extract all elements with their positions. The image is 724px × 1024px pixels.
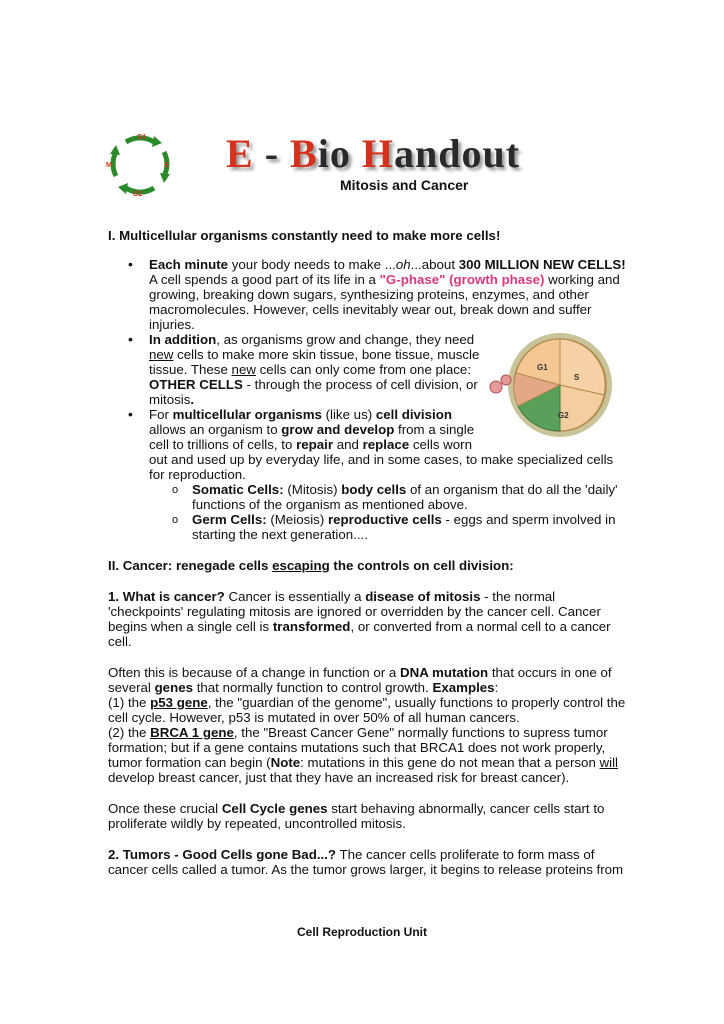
bullet-2-line-3: tissue. These new cells can only come from one place: — [149, 362, 472, 377]
bullet-dot: • — [128, 406, 133, 422]
logo-m-label: M — [106, 162, 112, 169]
bullet-dot: • — [128, 256, 133, 272]
bullet-1-line-1: Each minute your body needs to make ...oh...about 300 MILLION NEW CELLS! — [149, 257, 626, 272]
tumors-line-1: 2. Tumors - Good Cells gone Bad...? The cancer cells proliferate to form mass of — [108, 847, 595, 862]
bullet-1-line-4: macromolecules. However, cells inevitably wear out, break down and suffer — [149, 302, 592, 317]
mutation-line-1: Often this is because of a change in function or a DNA mutation that occurs in one of — [108, 665, 612, 680]
somatic-cells-line-2: functions of the organism as mentioned above. — [192, 497, 468, 512]
bullet-3-line-4: out and used up by everyday life, and in some cases, to make specialized cells — [149, 452, 614, 467]
section-1-heading: I. Multicellular organisms constantly need to make more cells! — [108, 228, 501, 243]
what-is-cancer-line-4: cell. — [108, 634, 132, 649]
wheel-g2-label: G2 — [558, 411, 569, 420]
mutation-line-4: cell cycle. However, p53 is mutated in over 50% of all human cancers. — [108, 710, 520, 725]
bullet-3-line-1: For multicellular organisms (like us) cell division — [149, 407, 452, 422]
page-footer: Cell Reproduction Unit — [297, 925, 427, 939]
bullet-3-line-2: allows an organism to grow and develop from a single — [149, 422, 475, 437]
e-bio-handout-banner: E - Bio Handout — [226, 131, 521, 176]
mutation-line-6: formation; but if a gene contains mutations such that BRCA1 does not work properly, — [108, 740, 606, 755]
mutation-line-2: several genes that normally function to control growth. Examples: — [108, 680, 499, 695]
bullet-1-line-5: injuries. — [149, 317, 195, 332]
bullet-dot: • — [128, 331, 133, 347]
bullet-2-line-1: In addition, as organisms grow and change, they need — [149, 332, 475, 347]
sub-bullet-marker: o — [172, 514, 179, 526]
bullet-2-line-2: new cells to make more skin tissue, bone tissue, muscle — [149, 347, 480, 362]
logo-g2-label: G2 — [133, 191, 143, 198]
germ-cells-line-1: Germ Cells: (Meiosis) reproductive cells - eggs and sperm involved in — [192, 512, 616, 527]
mutation-line-3: (1) the p53 gene, the "guardian of the genome", usually functions to properly control the — [108, 695, 626, 710]
section-2-heading: II. Cancer: renegade cells escaping the controls on cell division: — [108, 558, 514, 573]
logo-g1-label: G1 — [137, 134, 147, 141]
logo-s-label: S — [164, 162, 169, 169]
cell-cycle-wheel-diagram — [482, 330, 612, 440]
cell-cycle-genes-line-2: proliferate wildly by repeated, uncontrolled mitosis. — [108, 816, 406, 831]
what-is-cancer-line-1: 1. What is cancer? Cancer is essentially a disease of mitosis - the normal — [108, 589, 556, 604]
wheel-s-label: S — [574, 373, 580, 382]
bullet-1-line-2: A cell spends a good part of its life in a "G-phase" (growth phase) working and — [149, 272, 620, 287]
cell-cycle-logo — [104, 130, 176, 198]
mutation-line-5: (2) the BRCA 1 gene, the "Breast Cancer Gene" normally functions to supress tumor — [108, 725, 608, 740]
wheel-g1-label: G1 — [537, 363, 548, 372]
bullet-1-line-3: growing, breaking down sugars, synthesizing proteins, enzymes, and other — [149, 287, 589, 302]
what-is-cancer-line-2: 'checkpoints' regulating mitosis are ignored or overridden by the cancer cell. Cancer — [108, 604, 601, 619]
somatic-cells-line-1: Somatic Cells: (Mitosis) body cells of an organism that do all the 'daily' — [192, 482, 618, 497]
bullet-3-line-5: for reproduction. — [149, 467, 246, 482]
mutation-line-8: develop breast cancer, just that they have an increased risk for breast cancer). — [108, 770, 570, 785]
page-subtitle: Mitosis and Cancer — [340, 177, 469, 193]
mutation-line-7: tumor formation can begin (Note: mutations in this gene do not mean that a person will — [108, 755, 619, 770]
cell-cycle-genes-line-1: Once these crucial Cell Cycle genes start behaving abnormally, cancer cells start to — [108, 801, 605, 816]
sub-bullet-marker: o — [172, 484, 179, 496]
bullet-3-line-3: cell to trillions of cells, to repair and replace cells worn — [149, 437, 472, 452]
bullet-2-line-5: mitosis. — [149, 392, 195, 407]
germ-cells-line-2: starting the next generation.... — [192, 527, 368, 542]
tumors-line-2: cancer cells called a tumor. As the tumor grows larger, it begins to release proteins from — [108, 862, 624, 877]
what-is-cancer-line-3: begins when a single cell is transformed, or converted from a normal cell to a cancer — [108, 619, 611, 634]
bullet-2-line-4: OTHER CELLS - through the process of cell division, or — [149, 377, 478, 392]
